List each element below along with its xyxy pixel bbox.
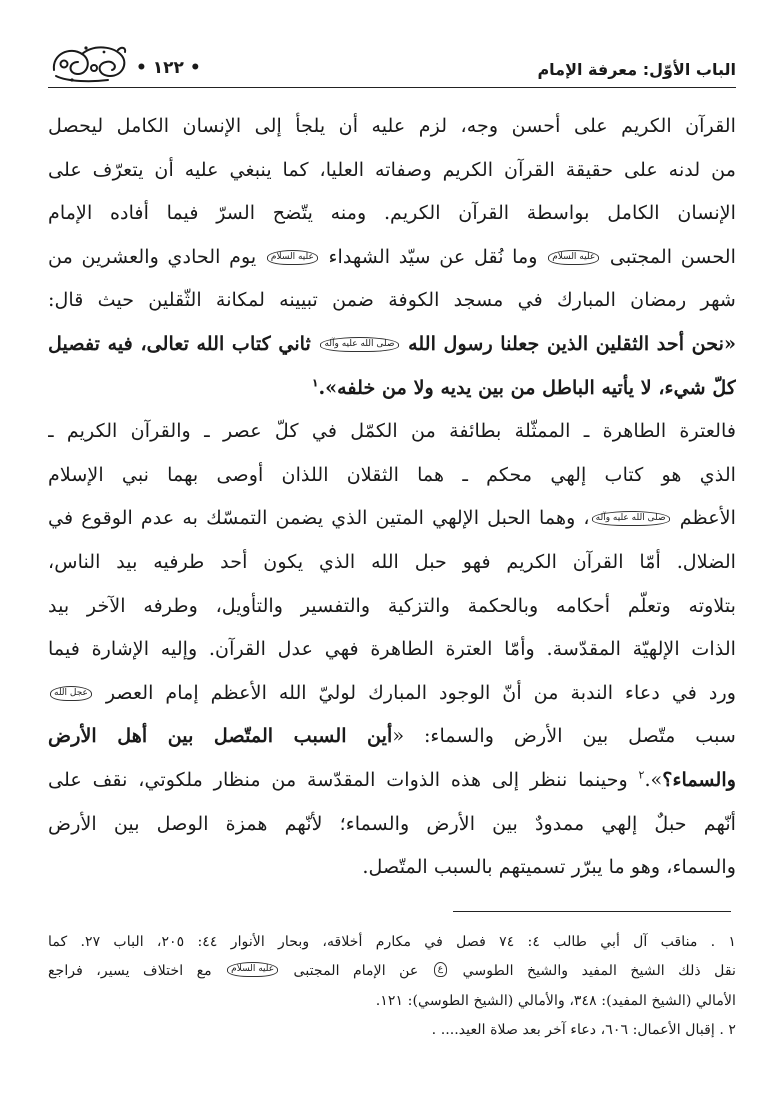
text-line [48, 235, 736, 279]
footnote-line [48, 957, 736, 986]
text-line [48, 714, 736, 758]
text-line [48, 496, 736, 540]
text-span: ، وهما الحبل الإلهي المتين الذي يضمن التمسّك به عدم الوقوع في [48, 506, 590, 530]
honorific-icon: عليه السلام [267, 250, 318, 265]
text-span: كلّ شيء، لا يأتيه الباطل من بين يديه ولا من خلفه». [318, 375, 736, 399]
honorific-icon: ع [434, 962, 447, 977]
footnote-marker: ٢ [638, 768, 645, 782]
text-span: يوم الحادي والعشرين من [48, 244, 257, 268]
footnotes [48, 928, 736, 1046]
footnote-line: الأمالي (الشيخ المفيد): ٣٤٨، والأمالي (الشيخ الطوسي): ١٢١. [375, 992, 736, 1009]
text-line [48, 758, 736, 802]
page-header [48, 38, 736, 86]
text-line: شهر رمضان المبارك في مسجد الكوفة ضمن تبيينه لمكانة الثّقلين حيث قال: [48, 288, 736, 312]
text-line: الذي هو كتاب إلهي محكم ـ هما الثقلان اللذان أوصى بهما نبي الإسلام [48, 462, 736, 486]
honorific-icon: عليه السلام [548, 250, 599, 265]
dua-quote: أين السبب المتّصل بين أهل الأرض [48, 724, 393, 748]
text-line: أنّهم حبلٌ إلهي ممدودٌ بين الأرض والسماء؛ لأنّهم همزة الوصل بين الأرض [48, 811, 736, 835]
text-span: وحينما ننظر إلى هذه الذوات المقدّسة من منظار ملكوتي، نقف على [48, 767, 639, 791]
text-span: ورد في دعاء الندبة من أنّ الوجود المبارك لوليّ الله الأعظم إمام العصر [105, 680, 736, 704]
text-span: «نحن أحد الثقلين الذين جعلنا رسول الله [408, 331, 736, 355]
running-header-title: الباب الأوّل: معرفة الإمام [537, 60, 736, 79]
text-span: نقل ذلك الشيخ المفيد والشيخ الطوسي [462, 963, 736, 980]
honorific-icon: عجل الله [50, 686, 92, 701]
header-divider [48, 87, 736, 88]
honorific-icon: عليه السلام [227, 962, 278, 977]
text-span: مع اختلاف يسير، فراجع [48, 963, 212, 980]
dua-quote: والسماء؟ [662, 767, 736, 791]
footnote-line: ١ . مناقب آل أبي طالب ٤: ٧٤ فصل في مكارم أخلاقه، وبحار الأنوار ٤٤: ٢٠٥، الباب ٢٧. كما [48, 934, 736, 950]
text-line [48, 671, 736, 715]
footnote-divider [453, 911, 731, 912]
text-span: ثاني كتاب الله تعالى، فيه تفصيل [48, 331, 311, 355]
hadith-quote-line [48, 366, 736, 410]
hadith-quote-line [48, 322, 736, 366]
text-span: الحسن المجتبى [609, 244, 736, 268]
text-line: والسماء، وهو ما يبرّر تسميتهم بالسبب المتّصل. [362, 855, 736, 879]
text-span: الأعظم [679, 506, 736, 530]
text-line: بتلاوته وتعلّم أحكامه وبالحكمة والتزكية والتفسير والتأويل، وطرفه الآخر بيد [48, 593, 736, 617]
text-span: عن الإمام المجتبى [293, 963, 419, 980]
calligraphy-ornament-icon [48, 40, 130, 84]
text-line: من لدنه على حقيقة القرآن الكريم وصفاته العليا، كما ينبغي عليه أن يتعرّف على [48, 157, 736, 181]
main-text [48, 104, 736, 889]
honorific-icon: صلى الله عليه وآله [320, 337, 398, 352]
text-line: الذات الإلهيّة المقدّسة. وأمّا العترة الطاهرة فهي عدل القرآن. وإليه الإشارة فيما [48, 637, 736, 661]
footnote-marker: ١ [311, 376, 319, 390]
text-line: الضلال. أمّا القرآن الكريم فهو حبل الله الذي يكون أحد طرفيه بيد الناس، [48, 549, 736, 573]
text-line: القرآن الكريم على أحسن وجه، لزم عليه أن يلجأ إلى الإنسان الكامل ليحصل [48, 114, 736, 137]
page-number: • ١٢٢ • [136, 58, 201, 78]
text-span: وما نُقل عن سيّد الشهداء [328, 244, 538, 268]
text-span: سبب متّصل بين الأرض والسماء: « [392, 724, 736, 748]
text-line: فالعترة الطاهرة ـ الممثّلة بطائفة من الكمّل في كلّ عصر ـ والقرآن الكريم ـ [48, 419, 736, 443]
text-span: ». [644, 767, 663, 791]
text-line: الإنسان الكامل بواسطة القرآن الكريم. ومنه يتّضح السرّ فيما أفاده الإمام [48, 201, 736, 225]
honorific-icon: صلى الله عليه وآله [592, 511, 670, 526]
footnote-line: ٢ . إقبال الأعمال: ٦٠٦، دعاء آخر بعد صلاة العيد.... . [431, 1022, 736, 1039]
